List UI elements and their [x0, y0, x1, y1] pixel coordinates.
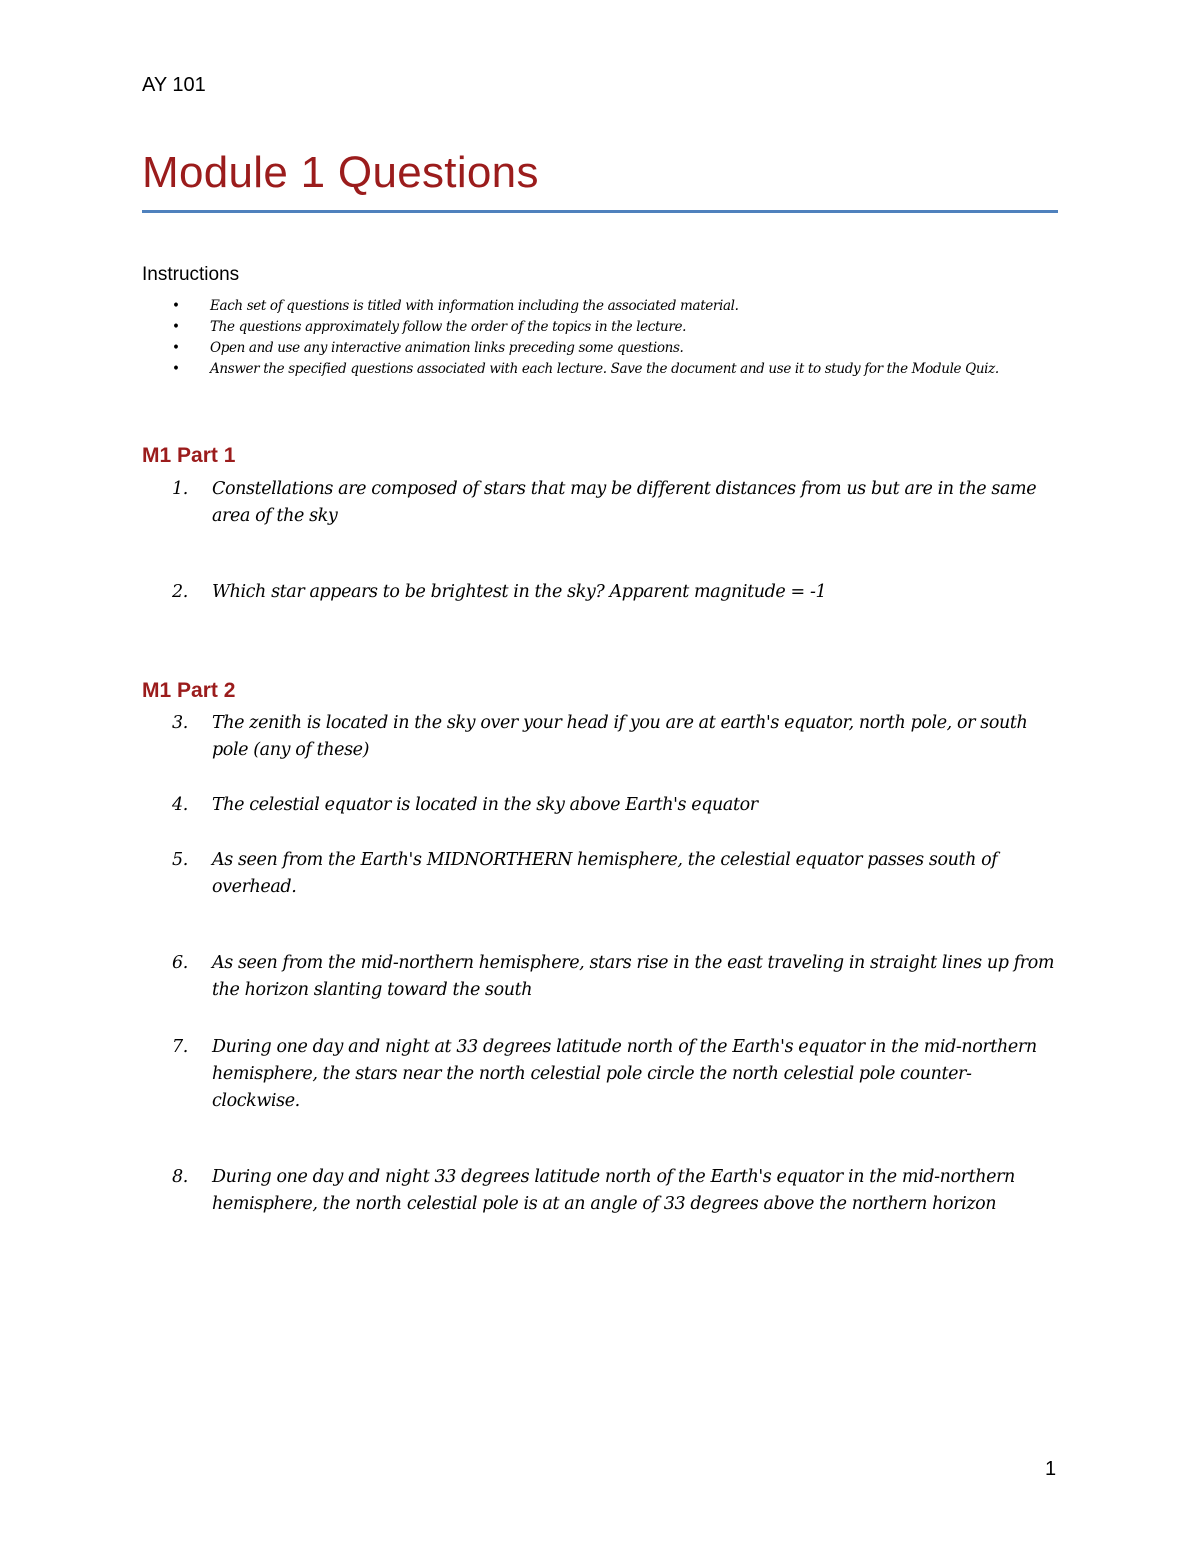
- section-heading-part-1: M1 Part 1: [142, 444, 236, 467]
- bullet-icon: •: [172, 298, 180, 314]
- instruction-text: The questions approximately follow the order of the topics in the lecture.: [210, 319, 687, 335]
- bullet-icon: •: [172, 340, 180, 356]
- question-text: As seen from the mid-northern hemisphere, stars rise in the east traveling in straight lines up from the horizon slanting toward the south: [212, 953, 1055, 1000]
- instruction-item: [142, 296, 1058, 317]
- question-item: [142, 950, 1058, 1004]
- bullet-icon: •: [172, 319, 180, 335]
- title-underline: [142, 210, 1058, 213]
- question-item: [142, 579, 1058, 606]
- question-number: 8.: [172, 1167, 188, 1187]
- question-text: The zenith is located in the sky over your head if you are at earth's equator, north pole, or south pole (any of these): [212, 713, 1028, 760]
- page-title: Module 1 Questions: [142, 148, 539, 197]
- question-number: 7.: [172, 1037, 188, 1057]
- question-text: During one day and night at 33 degrees latitude north of the Earth's equator in the mid-northern hemisphere, the stars near the north celestial pole circle the north celestial pole counter-clockwise.: [212, 1037, 1037, 1111]
- question-number: 3.: [172, 713, 188, 733]
- instruction-item: [142, 338, 1058, 359]
- page-number: 1: [1045, 1458, 1057, 1480]
- question-text: During one day and night 33 degrees latitude north of the Earth's equator in the mid-northern hemisphere, the north celestial pole is at an angle of 33 degrees above the northern horizon: [212, 1167, 1015, 1214]
- course-code: AY 101: [142, 74, 206, 96]
- question-item: [142, 476, 1058, 530]
- instruction-item: [142, 317, 1058, 338]
- question-text: Which star appears to be brightest in the sky? Apparent magnitude = -1: [212, 582, 827, 602]
- question-item: [142, 1164, 1058, 1218]
- question-number: 2.: [172, 582, 188, 602]
- question-item: [142, 710, 1058, 764]
- instruction-text: Each set of questions is titled with information including the associated material.: [210, 298, 739, 314]
- question-number: 4.: [172, 795, 188, 815]
- question-item: [142, 1034, 1058, 1115]
- question-text: Constellations are composed of stars that may be different distances from us but are in the same area of the sky: [212, 479, 1037, 526]
- question-number: 5.: [172, 850, 188, 870]
- question-item: [142, 847, 1058, 901]
- question-text: The celestial equator is located in the sky above Earth's equator: [212, 795, 758, 815]
- bullet-icon: •: [172, 361, 180, 377]
- instruction-text: Open and use any interactive animation links preceding some questions.: [210, 340, 684, 356]
- question-number: 1.: [172, 479, 188, 499]
- question-number: 6.: [172, 953, 188, 973]
- question-item: [142, 792, 1058, 819]
- section-heading-part-2: M1 Part 2: [142, 679, 236, 702]
- instructions-heading: Instructions: [142, 264, 240, 285]
- instruction-item: [142, 359, 1058, 380]
- instructions-list: [142, 296, 1058, 380]
- instruction-text: Answer the specified questions associated with each lecture. Save the document and use it to study for the Module Quiz.: [210, 361, 999, 377]
- question-text: As seen from the Earth's MIDNORTHERN hemisphere, the celestial equator passes south of overhead.: [212, 850, 998, 897]
